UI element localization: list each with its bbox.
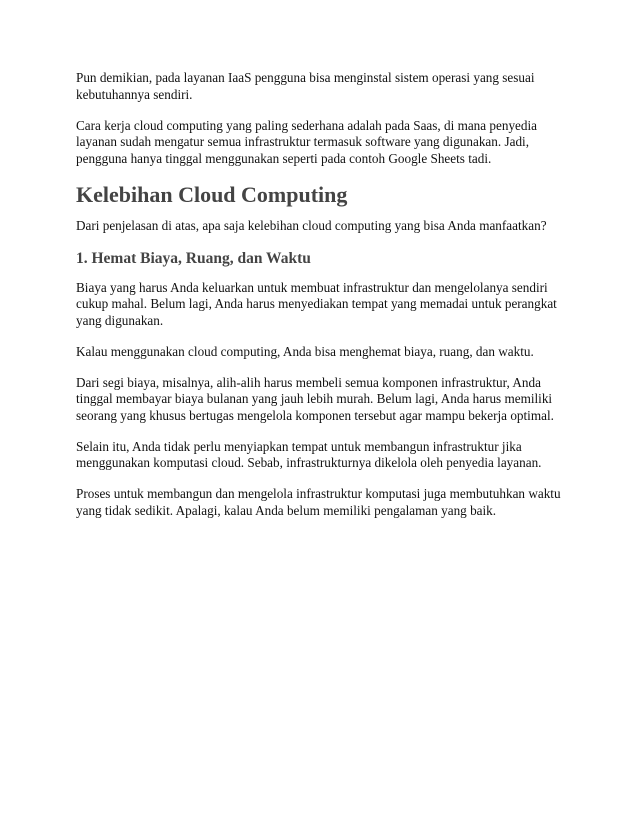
- paragraph-monthly-cost: Dari segi biaya, misalnya, alih-alih harus membeli semua komponen infrastruktur, Anda tinggal membayar biaya bulanan yang jauh lebih murah. Belum lagi, Anda harus memiliki seorang yang khusus bertugas mengelola komponen tersebut agar mampu bekerja optimal.: [76, 374, 554, 423]
- paragraph-savings: Kalau menggunakan cloud computing, Anda bisa menghemat biaya, ruang, dan waktu.: [76, 343, 534, 359]
- document-page: [76, 70, 568, 534]
- paragraph-space: Selain itu, Anda tidak perlu menyiapkan tempat untuk membangun infrastruktur jika menggunakan komputasi cloud. Sebab, infrastrukturnya dikelola oleh penyedia layanan.: [76, 438, 542, 470]
- paragraph-saas: Cara kerja cloud computing yang paling sederhana adalah pada Saas, di mana penyedia layanan sudah mengatur semua infrastruktur termasuk software yang digunakan. Jadi, pengguna hanya tinggal menggunakan seperti pada contoh Google Sheets tadi.: [76, 117, 538, 166]
- subsection-heading: 1. Hemat Biaya, Ruang, dan Waktu: [76, 249, 311, 267]
- section-heading: Kelebihan Cloud Computing: [76, 181, 348, 207]
- paragraph-time: Proses untuk membangun dan mengelola infrastruktur komputasi juga membutuhkan waktu yang tidak sedikit. Apalagi, kalau Anda belum memiliki pengalaman yang baik.: [76, 486, 561, 518]
- section-intro: Dari penjelasan di atas, apa saja kelebihan cloud computing yang bisa Anda manfaatkan?: [76, 217, 547, 233]
- paragraph-iaas: Pun demikian, pada layanan IaaS pengguna bisa menginstal sistem operasi yang sesuai kebutuhannya sendiri.: [76, 70, 535, 102]
- paragraph-cost: Biaya yang harus Anda keluarkan untuk membuat infrastruktur dan mengelolanya sendiri cukup mahal. Belum lagi, Anda harus menyediakan tempat yang memadai untuk perangkat yang digunakan.: [76, 279, 557, 328]
